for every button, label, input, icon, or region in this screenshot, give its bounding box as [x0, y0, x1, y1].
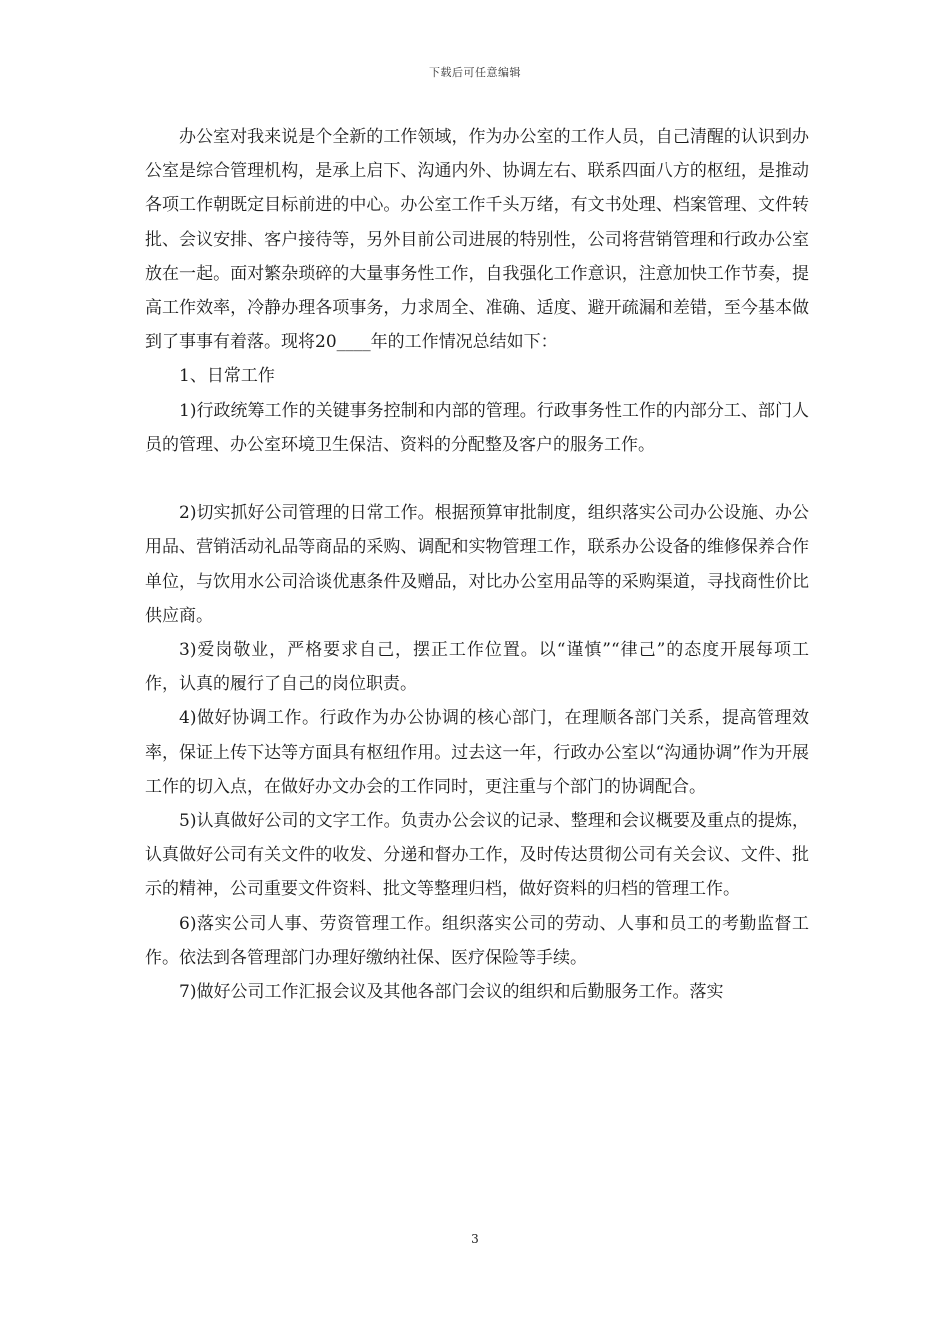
document-body — [145, 120, 809, 1009]
item-paragraph-5: 5)认真做好公司的文字工作。负责办公会议的记录、整理和会议概要及重点的提炼，认真做好公司有关文件的收发、分递和督办工作，及时传达贯彻公司有关会议、文件、批示的精神，公司重要文件资料、批文等整理归档，做好资料的归档的管理工作。 — [145, 811, 809, 900]
item-paragraph-7: 7)做好公司工作汇报会议及其他各部门会议的组织和后勤服务工作。落实 — [179, 982, 724, 1003]
item-paragraph-1: 1)行政统筹工作的关键事务控制和内部的管理。行政事务性工作的内部分工、部门人员的管理、办公室环境卫生保洁、资料的分配整及客户的服务工作。 — [145, 400, 809, 455]
section-heading: 1、日常工作 — [179, 366, 275, 387]
intro-paragraph: 办公室对我来说是个全新的工作领域，作为办公室的工作人员，自己清醒的认识到办公室是综合管理机构，是承上启下、沟通内外、协调左右、联系四面八方的枢纽，是推动各项工作朝既定目标前进的中心。办公室工作千头万绪，有文书处理、档案管理、文件转批、会议安排、客户接待等，另外目前公司进展的特别性，公司将营销管理和行政办公室放在一起。面对繁杂琐碎的大量事务性工作，自我强化工作意识，注意加快工作节奏，提高工作效率，冷静办理各项事务，力求周全、准确、适度、避开疏漏和差错，至今基本做到了事事有着落。现将20____年的工作情况总结如下： — [145, 127, 809, 353]
page-header: 下载后可任意编辑 — [429, 66, 521, 79]
item-paragraph-6: 6)落实公司人事、劳资管理工作。组织落实公司的劳动、人事和员工的考勤监督工作。依法到各管理部门办理好缴纳社保、医疗保险等手续。 — [145, 913, 809, 968]
item-paragraph-3: 3)爱岗敬业，严格要求自己，摆正工作位置。以“谨慎”“律己”的态度开展每项工作，认真的履行了自己的岗位职责。 — [145, 640, 809, 695]
item-paragraph-2: 2)切实抓好公司管理的日常工作。根据预算审批制度，组织落实公司办公设施、办公用品、营销活动礼品等商品的采购、调配和实物管理工作，联系办公设备的维修保养合作单位，与饮用水公司洽谈优惠条件及赠品，对比办公室用品等的采购渠道，寻找商性价比供应商。 — [145, 503, 809, 626]
item-paragraph-4: 4)做好协调工作。行政作为办公协调的核心部门，在理顺各部门关系，提高管理效率，保证上传下达等方面具有枢纽作用。过去这一年，行政办公室以“沟通协调”作为开展工作的切入点，在做好办文办会的工作同时，更注重与个部门的协调配合。 — [145, 708, 809, 797]
page-number: 3 — [471, 1232, 479, 1246]
